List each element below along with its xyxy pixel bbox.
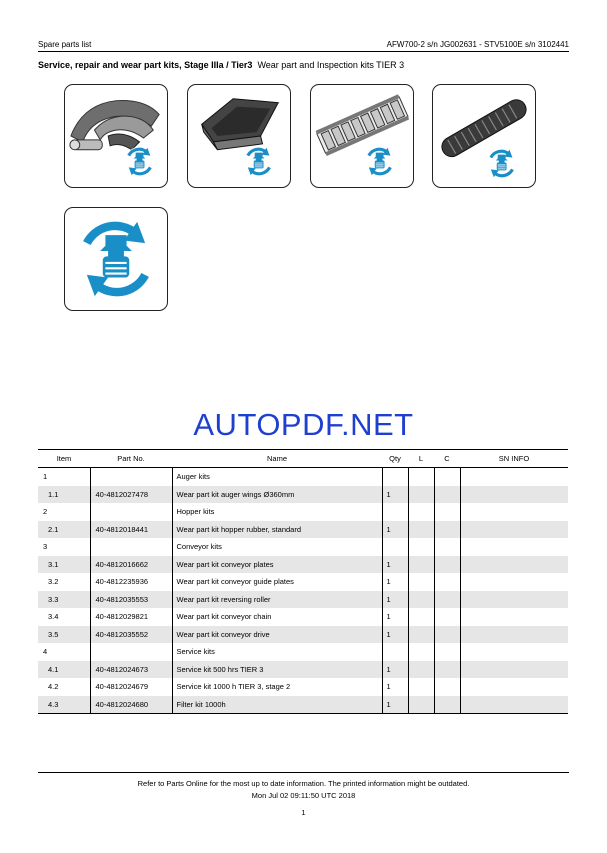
col-header-sn-info: SN INFO xyxy=(460,450,568,468)
cell-name: Wear part kit hopper rubber, standard xyxy=(172,521,382,539)
cell-sn-info xyxy=(460,696,568,714)
footer-divider xyxy=(38,772,569,773)
cell-l xyxy=(408,573,434,591)
cell-part-no: 40-4812016662 xyxy=(90,556,172,574)
cell-item: 3 xyxy=(43,542,48,552)
cell-name: Wear part kit conveyor guide plates xyxy=(172,573,382,591)
table-row[interactable] xyxy=(38,661,568,679)
cell-name: Wear part kit auger wings Ø360mm xyxy=(172,486,382,504)
cell-name: Service kit 1000 h TIER 3, stage 2 xyxy=(172,678,382,696)
cell-name: Wear part kit conveyor plates xyxy=(172,556,382,574)
cell-c xyxy=(434,486,460,504)
cell-c xyxy=(434,643,460,661)
service-kit-icon xyxy=(65,208,167,310)
cell-item: 1 xyxy=(43,472,48,482)
col-header-c: C xyxy=(434,450,460,468)
cell-part-no xyxy=(90,503,172,521)
cell-part-no: 40-4812029821 xyxy=(90,608,172,626)
cell-item: 4 xyxy=(43,647,48,657)
hopper-rubber-thumbnail[interactable] xyxy=(187,84,291,188)
cell-item: 2 xyxy=(43,507,48,517)
cell-c xyxy=(434,696,460,714)
col-header-part-no: Part No. xyxy=(90,450,172,468)
cell-qty: 1 xyxy=(382,486,408,504)
table-row[interactable] xyxy=(38,678,568,696)
cell-part-no: 40-4812035553 xyxy=(90,591,172,609)
table-row[interactable] xyxy=(38,643,568,661)
auger-wings-thumbnail[interactable] xyxy=(64,84,168,188)
cell-c xyxy=(434,591,460,609)
col-header-l: L xyxy=(408,450,434,468)
cell-qty: 1 xyxy=(382,678,408,696)
cell-l xyxy=(408,643,434,661)
cell-part-no: 40-4812024680 xyxy=(90,696,172,714)
cell-part-no: 40-4812024679 xyxy=(90,678,172,696)
table-row[interactable] xyxy=(38,521,568,539)
cell-name: Wear part kit conveyor drive xyxy=(172,626,382,644)
cell-item: 3.2 xyxy=(48,577,59,587)
footer-disclaimer: Refer to Parts Online for the most up to date information. The printed information might be outdated. xyxy=(137,779,470,788)
table-row[interactable] xyxy=(38,468,568,486)
footer-timestamp: Mon Jul 02 09:11:50 UTC 2018 xyxy=(251,791,356,800)
cell-l xyxy=(408,503,434,521)
cell-l xyxy=(408,521,434,539)
table-row[interactable] xyxy=(38,696,568,714)
cell-sn-info xyxy=(460,503,568,521)
cell-name: Wear part kit reversing roller xyxy=(172,591,382,609)
cell-sn-info xyxy=(460,486,568,504)
conveyor-plates-thumbnail[interactable] xyxy=(310,84,414,188)
cell-l xyxy=(408,678,434,696)
cell-part-no: 40-4812235936 xyxy=(90,573,172,591)
cell-qty: 1 xyxy=(382,661,408,679)
table-row[interactable] xyxy=(38,486,568,504)
cell-c xyxy=(434,521,460,539)
cell-c xyxy=(434,573,460,591)
cell-part-no xyxy=(90,643,172,661)
conveyor-chain-icon xyxy=(433,85,535,187)
table-row[interactable] xyxy=(38,503,568,521)
cell-qty: 1 xyxy=(382,556,408,574)
cell-sn-info xyxy=(460,591,568,609)
table-row[interactable] xyxy=(38,538,568,556)
cell-l xyxy=(408,556,434,574)
cell-item: 2.1 xyxy=(38,521,90,539)
page-title xyxy=(38,60,404,70)
cell-c xyxy=(434,503,460,521)
cell-sn-info xyxy=(460,626,568,644)
header-right-text: AFW700-2 s/n JG002631 - STV5100E s/n 3102441 xyxy=(386,40,569,49)
page-title-subtitle: Wear part and Inspection kits TIER 3 xyxy=(257,60,405,70)
cell-part-no: 40-4812035552 xyxy=(90,626,172,644)
cell-c xyxy=(434,661,460,679)
col-header-name: Name xyxy=(172,450,382,468)
cell-qty: 1 xyxy=(382,591,408,609)
cell-name: Hopper kits xyxy=(172,503,382,521)
cell-part-no xyxy=(90,468,172,486)
cell-l xyxy=(408,696,434,714)
cell-part-no: 40-4812027478 xyxy=(90,486,172,504)
table-row[interactable] xyxy=(38,626,568,644)
table-row[interactable] xyxy=(38,573,568,591)
cell-c xyxy=(434,468,460,486)
cell-l xyxy=(408,608,434,626)
cell-name: Service kit 500 hrs TIER 3 xyxy=(172,661,382,679)
cell-sn-info xyxy=(460,678,568,696)
cell-qty: 1 xyxy=(382,521,408,539)
cell-item: 4.1 xyxy=(38,661,90,679)
cell-l xyxy=(408,661,434,679)
cell-item: 4.2 xyxy=(48,682,59,692)
col-header-item: Item xyxy=(38,450,90,468)
cell-name: Conveyor kits xyxy=(172,538,382,556)
cell-l xyxy=(408,626,434,644)
table-row[interactable] xyxy=(38,608,568,626)
cell-l xyxy=(408,591,434,609)
cell-name: Filter kit 1000h xyxy=(172,696,382,714)
cell-name: Wear part kit conveyor chain xyxy=(172,608,382,626)
cell-sn-info xyxy=(460,661,568,679)
cell-item: 3.3 xyxy=(38,591,90,609)
cell-sn-info xyxy=(460,521,568,539)
parts-table xyxy=(38,449,568,714)
cell-c xyxy=(434,678,460,696)
table-row[interactable] xyxy=(38,556,568,574)
cell-l xyxy=(408,486,434,504)
cell-sn-info xyxy=(460,573,568,591)
cell-qty: 1 xyxy=(382,573,408,591)
cell-sn-info xyxy=(460,608,568,626)
table-header-row xyxy=(38,450,568,468)
cell-l xyxy=(408,468,434,486)
cell-part-no xyxy=(90,538,172,556)
service-kit-thumbnail[interactable] xyxy=(64,207,168,311)
cell-qty: 1 xyxy=(382,608,408,626)
cell-qty xyxy=(382,538,408,556)
cell-item: 3.1 xyxy=(38,556,90,574)
cell-item: 1.1 xyxy=(38,486,90,504)
cell-qty xyxy=(382,643,408,661)
cell-name: Auger kits xyxy=(172,468,382,486)
cell-c xyxy=(434,626,460,644)
page-number: 1 xyxy=(301,808,306,817)
watermark-text: AUTOPDF.NET xyxy=(193,407,414,442)
cell-item: 3.5 xyxy=(38,626,90,644)
cell-item: 3.4 xyxy=(48,612,59,622)
cell-name: Service kits xyxy=(172,643,382,661)
table-row[interactable] xyxy=(38,591,568,609)
cell-c xyxy=(434,538,460,556)
cell-part-no: 40-4812018441 xyxy=(90,521,172,539)
cell-sn-info xyxy=(460,556,568,574)
cell-item: 4.3 xyxy=(38,696,90,714)
cell-qty: 1 xyxy=(382,626,408,644)
cell-part-no: 40-4812024673 xyxy=(90,661,172,679)
cell-sn-info xyxy=(460,538,568,556)
header-divider xyxy=(38,51,569,52)
cell-qty: 1 xyxy=(382,696,408,714)
cell-l xyxy=(408,538,434,556)
header-left-text: Spare parts list xyxy=(38,40,92,49)
cell-sn-info xyxy=(460,468,568,486)
hopper-rubber-icon xyxy=(188,85,290,187)
page-title-bold: Service, repair and wear part kits, Stage IIIa / Tier3 xyxy=(38,60,253,70)
cell-qty xyxy=(382,503,408,521)
cell-sn-info xyxy=(460,643,568,661)
cell-qty xyxy=(382,468,408,486)
conveyor-chain-thumbnail[interactable] xyxy=(432,84,536,188)
cell-c xyxy=(434,556,460,574)
cell-c xyxy=(434,608,460,626)
col-header-qty: Qty xyxy=(382,450,408,468)
auger-wings-icon xyxy=(65,85,167,187)
conveyor-plates-icon xyxy=(311,85,413,187)
